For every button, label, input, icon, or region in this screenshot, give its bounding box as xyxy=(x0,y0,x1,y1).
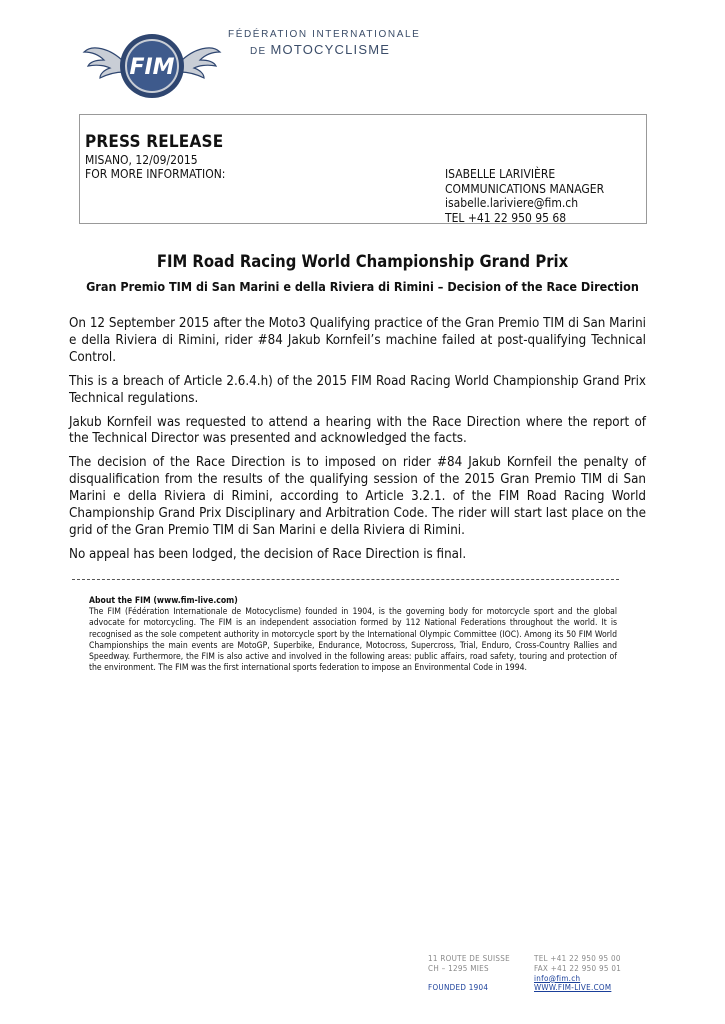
body-paragraph: No appeal has been lodged, the decision of Race Direction is final. xyxy=(69,546,467,562)
contact-block xyxy=(445,167,604,225)
body-paragraph: Jakub Kornfeil was requested to attend a hearing with the Race Direction where the report of the Technical Director was presented and acknowledged the facts. xyxy=(69,414,646,447)
press-body xyxy=(69,316,646,571)
contact-email[interactable]: isabelle.lariviere@fim.ch xyxy=(445,196,579,210)
footer-email-link[interactable]: info@fim.ch xyxy=(534,973,581,983)
press-release-title: PRESS RELEASE xyxy=(85,132,224,152)
more-information-label: FOR MORE INFORMATION: xyxy=(85,167,226,181)
org-line-1: FÉDÉRATION INTERNATIONALE xyxy=(228,29,421,40)
section-divider xyxy=(72,579,619,580)
footer-address-line-1: 11 ROUTE DE SUISSE xyxy=(428,954,511,963)
org-line-2 xyxy=(228,43,420,57)
footer-founded: FOUNDED 1904 xyxy=(428,983,489,993)
contact-name: ISABELLE LARIVIÈRE xyxy=(445,167,556,181)
headline: FIM Road Racing World Championship Grand Prix xyxy=(156,252,569,271)
footer-spacer xyxy=(428,974,510,984)
contact-tel: TEL +41 22 950 95 68 xyxy=(445,210,567,225)
logo-right-wing xyxy=(180,48,220,78)
footer-web-link[interactable]: WWW.FIM-LIVE.COM xyxy=(534,983,612,993)
footer-tel: TEL +41 22 950 95 00 xyxy=(534,954,621,963)
body-paragraph: The decision of the Race Direction is to imposed on rider #84 Jakub Kornfeil the penalty of disqualification from the results of the qualifying session of the 2015 Gran Premio TIM di San Marini e della Riviera di Rimini, according to Article 3.2.1. of the FIM Road Racing World Championship Grand Prix Disciplinary and Arbitration Code. The rider will start last place on the grid of the Gran Premio TIM di San Marini e della Riviera di Rimini. xyxy=(69,455,646,538)
org-line-2-main: MOTOCYCLISME xyxy=(270,42,391,57)
org-line-2-prefix: DE xyxy=(250,46,267,57)
organisation-name xyxy=(228,30,420,57)
fim-logo xyxy=(82,22,222,102)
body-paragraph: This is a breach of Article 2.6.4.h) of the 2015 FIM Road Racing World Championship Grand Prix Technical regulations. xyxy=(69,373,646,406)
footer-address xyxy=(428,954,510,993)
body-paragraph: On 12 September 2015 after the Moto3 Qualifying practice of the Gran Premio TIM di San Marini e della Riviera di Rimini, rider #84 Jakub Kornfeil’s machine failed at post-qualifying Technical Control. xyxy=(69,316,646,365)
about-title: About the FIM (www.fim-live.com) xyxy=(89,596,238,606)
contact-role: COMMUNICATIONS MANAGER xyxy=(445,181,605,196)
footer-fax: FAX +41 22 950 95 01 xyxy=(534,963,622,973)
logo-left-wing xyxy=(84,48,124,78)
press-release-date: MISANO, 12/09/2015 xyxy=(85,153,198,167)
subheadline: Gran Premio TIM di San Marini e della Riviera di Rimini – Decision of the Race Direction xyxy=(86,279,639,294)
about-fim xyxy=(89,596,617,674)
logo-text: FIM xyxy=(129,55,175,80)
footer-contacts xyxy=(534,954,621,993)
about-text: The FIM (Fédération Internationale de Motocyclisme) founded in 1904, is the governing body for motorcycle sport and the global advocate for motorcycling. The FIM is an independent association formed by 112 National Federations throughout the world. It is recognised as the sole competent authority in motorcycle sport by the International Olympic Committee (IOC). Among its 50 FIM World Championships the main events are MotoGP, Superbike, Endurance, Motocross, Supercross, Trial, Enduro, Cross-Country Rallies and Speedway. Furthermore, the FIM is also active and involved in the following areas: public affairs, road safety, touring and protection of the environment. The FIM was the first international sports federation to impose an Environmental Code in 1994. xyxy=(89,607,617,674)
footer-address-line-2: CH – 1295 MIES xyxy=(428,963,489,973)
